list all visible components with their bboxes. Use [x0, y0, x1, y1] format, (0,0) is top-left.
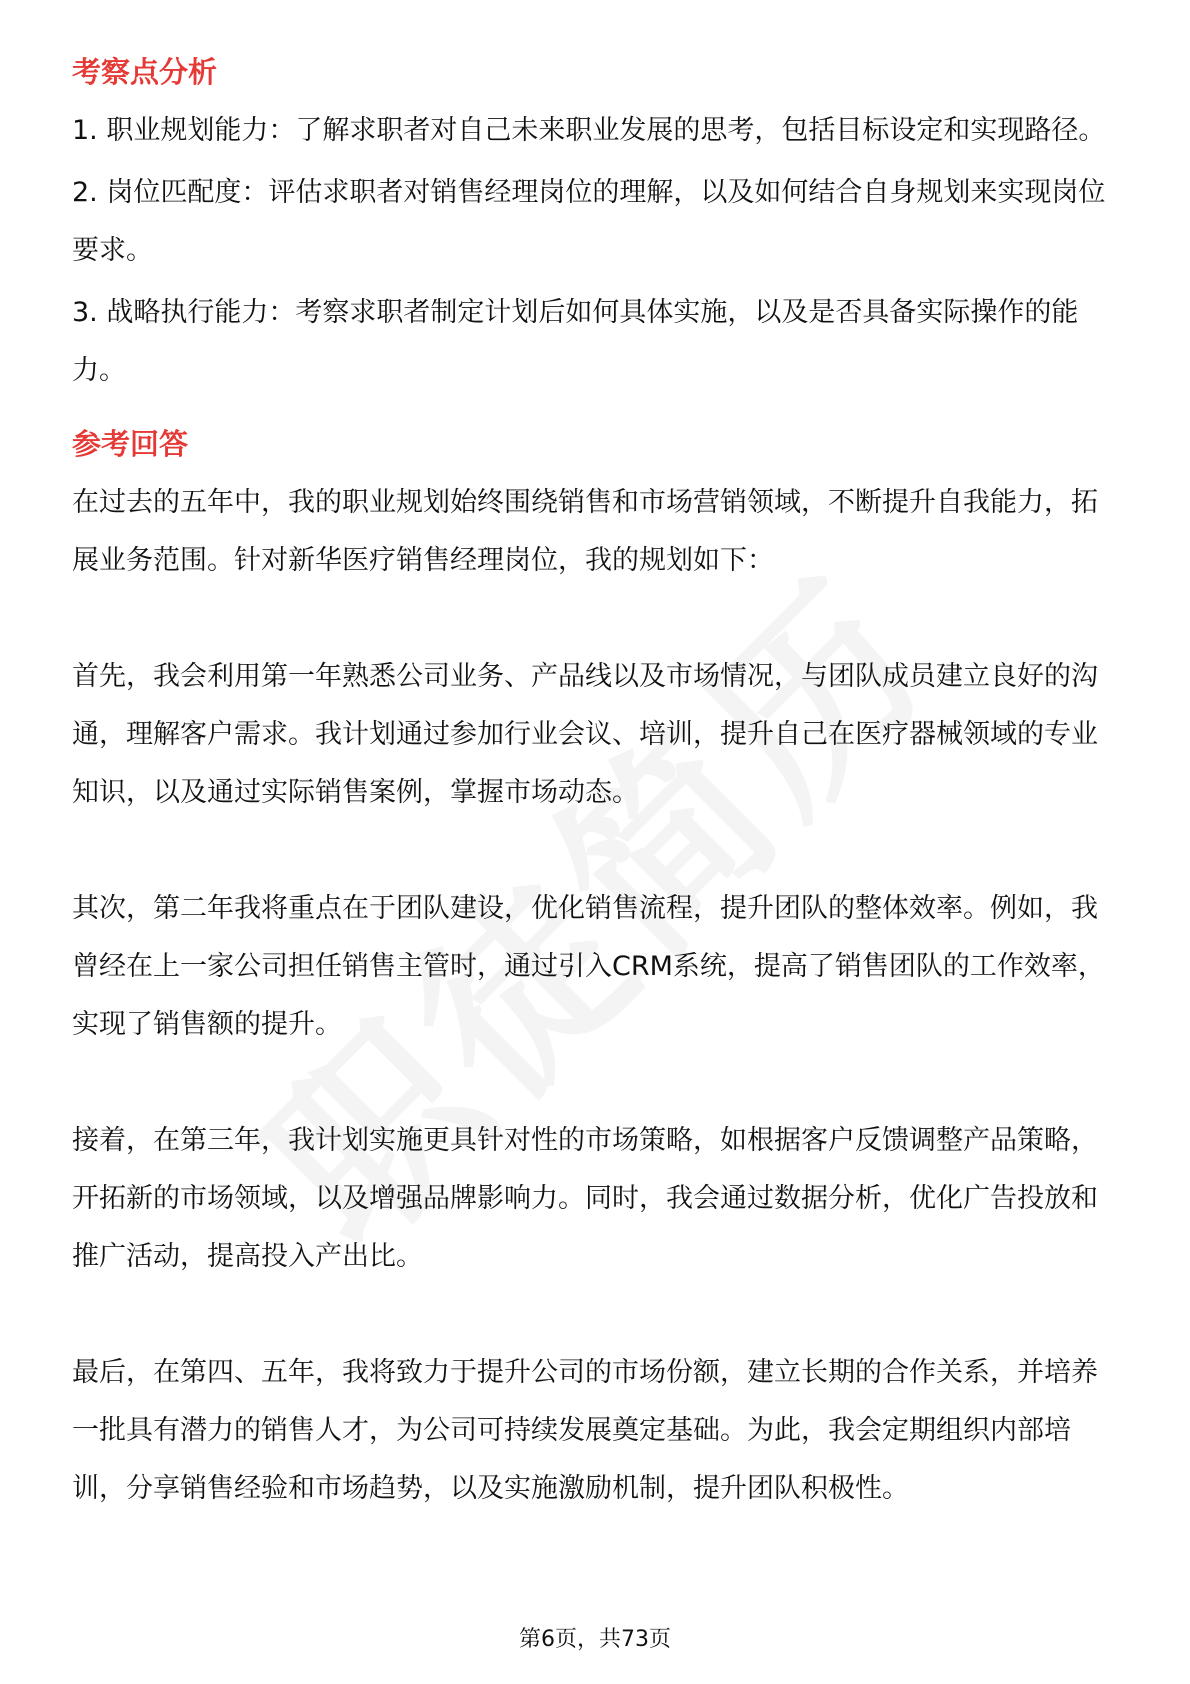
- answer-paragraph-3: 其次，第二年我将重点在于团队建设，优化销售流程，提升团队的整体效率。例如，我曾经在上一家公司担任销售主管时，通过引入CRM系统，提高了销售团队的工作效率，实现了销售额的提升。: [72, 893, 1105, 1040]
- page-number: 第6页，共73页: [519, 1627, 671, 1652]
- answer-heading: 参考回答: [72, 427, 189, 461]
- analysis-heading: 考察点分析: [72, 55, 218, 89]
- analysis-point-2: 2. 岗位匹配度：评估求职者对销售经理岗位的理解，以及如何结合自身规划来实现岗位要求。: [72, 177, 1106, 266]
- answer-paragraph-4: 接着，在第三年，我计划实施更具针对性的市场策略，如根据客户反馈调整产品策略，开拓新的市场领域，以及增强品牌影响力。同时，我会通过数据分析，优化广告投放和推广活动，提高投入产出比。: [72, 1125, 1098, 1272]
- analysis-point-1: 1. 职业规划能力：了解求职者对自己未来职业发展的思考，包括目标设定和实现路径。: [72, 115, 1106, 146]
- analysis-point-3: 3. 战略执行能力：考察求职者制定计划后如何具体实施，以及是否具备实际操作的能力。: [72, 297, 1079, 386]
- answer-paragraph-2: 首先，我会利用第一年熟悉公司业务、产品线以及市场情况，与团队成员建立良好的沟通，理解客户需求。我计划通过参加行业会议、培训，提升自己在医疗器械领域的专业知识，以及通过实际销售案例，掌握市场动态。: [72, 661, 1098, 808]
- answer-paragraph-1: 在过去的五年中，我的职业规划始终围绕销售和市场营销领域，不断提升自我能力，拓展业务范围。针对新华医疗销售经理岗位，我的规划如下：: [72, 487, 1098, 576]
- document-page: [72, 48, 1120, 1518]
- answer-paragraph-5: 最后，在第四、五年，我将致力于提升公司的市场份额，建立长期的合作关系，并培养一批具有潜力的销售人才，为公司可持续发展奠定基础。为此，我会定期组织内部培训，分享销售经验和市场趋势，以及实施激励机制，提升团队积极性。: [72, 1357, 1098, 1504]
